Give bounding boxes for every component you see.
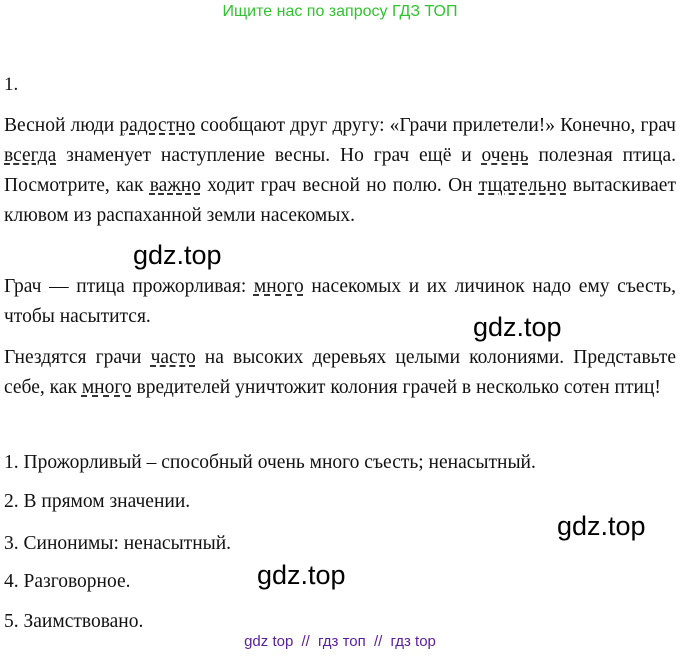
- underlined-adverb: часто: [150, 347, 196, 368]
- footer-link[interactable]: гдз топ: [318, 633, 366, 650]
- text-fragment: ходит грач весной но полю. Он: [200, 175, 479, 196]
- underlined-adverb: всегда: [4, 145, 57, 166]
- underlined-adverb: очень: [481, 145, 529, 166]
- text-fragment: вытаскивает клювом из распаханной земли насекомых.: [4, 175, 676, 226]
- watermark: gdz.top: [557, 511, 646, 541]
- footer-link[interactable]: gdz top: [244, 633, 294, 650]
- footer-separator: //: [373, 633, 383, 650]
- exercise-number: 1.: [4, 74, 19, 95]
- underlined-adverb: тщательно: [478, 175, 567, 196]
- footer-links: [0, 633, 680, 650]
- text-fragment: полезная птица. Посмотрите, как: [4, 145, 676, 196]
- underlined-adverb: много: [81, 377, 132, 398]
- answer-3: 3. Синонимы: ненасытный.: [4, 533, 232, 554]
- answer-4: 4. Разговорное.: [4, 571, 131, 592]
- text-fragment: Гнездятся грачи: [4, 347, 151, 368]
- footer-separator: //: [301, 633, 310, 650]
- underlined-adverb: радостно: [119, 115, 196, 136]
- answer-2: 2. В прямом значении.: [4, 491, 191, 512]
- text-fragment: на высоких деревьях целыми колониями. Представьте себе, как: [4, 347, 676, 398]
- paragraph-3: [4, 343, 676, 403]
- text-fragment: вредителей уничтожит колония грачей в несколько сотен птиц!: [131, 377, 661, 398]
- search-hint-banner: Ищите нас по запросу ГДЗ ТОП: [222, 3, 458, 20]
- answer-5: 5. Заимствовано.: [4, 611, 144, 632]
- answer-1: 1. Прожорливый – способный очень много съесть; ненасытный.: [4, 452, 536, 473]
- paragraph-2: [4, 272, 676, 332]
- underlined-adverb: много: [253, 276, 304, 297]
- footer-link[interactable]: гдз top: [390, 633, 436, 650]
- text-fragment: насекомых и их личинок надо ему съесть, чтобы насытится.: [4, 276, 676, 327]
- watermark: gdz.top: [133, 240, 222, 270]
- text-fragment: Весной люди: [4, 115, 120, 136]
- underlined-adverb: важно: [149, 175, 201, 196]
- text-fragment: знаменует наступление весны. Но грач ещё и: [56, 145, 482, 166]
- watermark: gdz.top: [473, 312, 562, 342]
- text-fragment: сообщают друг другу: «Грачи прилетели!» Конечно, грач: [195, 115, 676, 136]
- text-fragment: Грач — птица прожорливая:: [4, 276, 254, 297]
- paragraph-1: [4, 111, 676, 231]
- watermark: gdz.top: [257, 560, 346, 590]
